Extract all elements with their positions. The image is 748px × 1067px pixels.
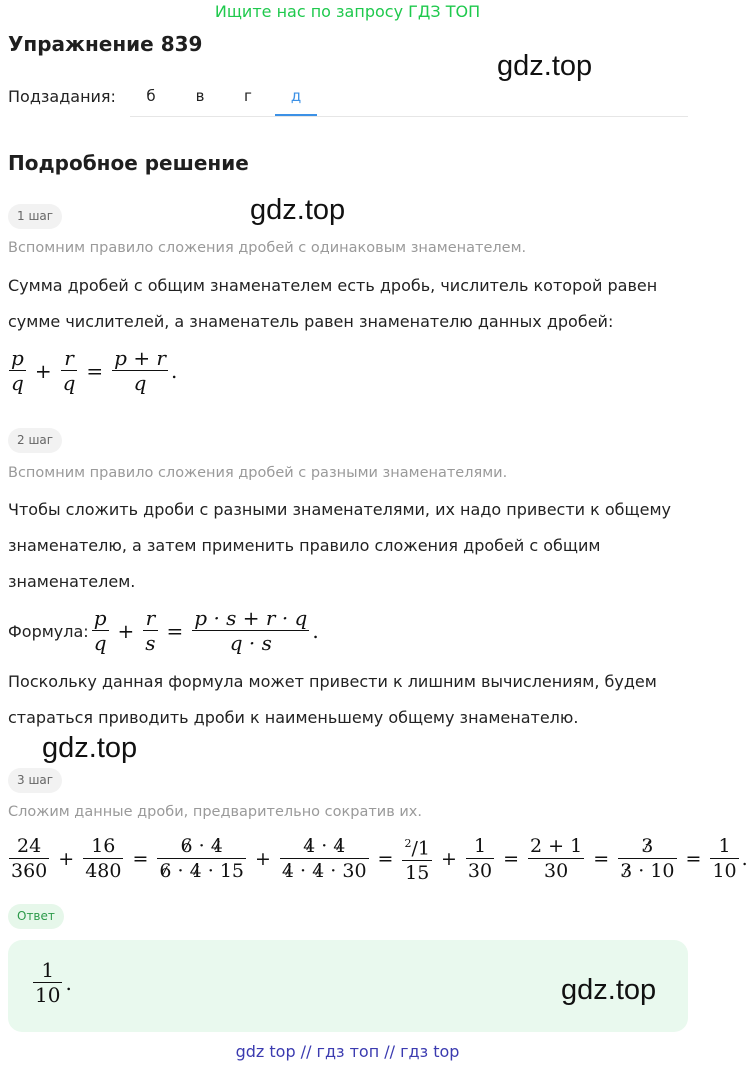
frac-den: q [133, 371, 147, 395]
frac-den: q [93, 631, 107, 655]
frac-num: p + r [114, 346, 166, 370]
frac-num: p · s + r · q [194, 606, 308, 630]
frac-den: 15 [405, 862, 430, 885]
frac-den: s [145, 631, 156, 655]
watermark: gdz.top [42, 732, 138, 764]
frac-num: p [11, 346, 24, 370]
top-banner[interactable]: Ищите нас по запросу ГДЗ ТОП [214, 2, 481, 21]
frac-den: 10 [712, 860, 737, 883]
step-1-hint: Вспомним правило сложения дробей с одинаковым знаменателем. [8, 240, 527, 256]
cancelled-factor: 6 [180, 835, 193, 858]
frac-den: 6 · 4 · 15 [159, 860, 244, 883]
frac-den: 30 [467, 860, 493, 883]
formula-label: Формула: [8, 622, 89, 641]
footer-links[interactable]: gdz top // гдз топ // гдз top [235, 1042, 460, 1061]
cancelled-factor: 4 [210, 835, 223, 858]
frac-num: 1 [33, 958, 62, 983]
tab-v[interactable]: в [195, 87, 205, 105]
step-2-formula: Формула: $\frac{p}{q}$ + $\frac{r}{s}$ = $\frac{p \cdot s + r \cdot q}{q \cdot s}$ . [8, 606, 319, 655]
step-1-formula: $\frac{p}{q}$ + $\frac{r}{q}$ = $\frac{p + r}{q}$ . [11, 346, 178, 395]
watermark: gdz.top [561, 974, 657, 1006]
frac-den: 360 [11, 860, 48, 883]
tab-d-active[interactable]: д [275, 80, 317, 116]
tab-g[interactable]: г [244, 87, 252, 105]
step-1-text-2: сумме числителей, а знаменатель равен знаменателю данных дробей: [8, 312, 614, 331]
frac-num: 1 [466, 834, 494, 859]
cancelled-factor: 4 [333, 835, 346, 858]
watermark: gdz.top [250, 194, 346, 226]
step-2-badge: 2 шаг [8, 428, 62, 453]
step-2-text-2: знаменателю, а затем применить правило сложения дробей с общим [8, 536, 601, 555]
frac-num: 6 · 4 [157, 834, 246, 859]
step-3-hint: Сложим данные дроби, предварительно сократив их. [8, 804, 422, 820]
cancelled-factor: 4 [189, 860, 202, 883]
cancelled-factor: 3 [620, 860, 633, 883]
frac-num: 1 [710, 834, 738, 859]
factor: 30 [342, 860, 367, 883]
frac-num: 24 [9, 834, 49, 859]
frac-den: 10 [35, 983, 61, 1007]
step-2-text-5: стараться приводить дроби к наименьшему общему знаменателю. [8, 708, 579, 727]
solution-heading: Подробное решение [8, 151, 249, 175]
cancelled-factor: 4 [281, 860, 295, 883]
frac-den: q [11, 371, 24, 395]
frac-num: 2 + 1 [530, 835, 583, 858]
cancelled-factor: 4 [303, 835, 316, 858]
subtasks-label: Подзадания: [8, 87, 116, 106]
answer-box [8, 940, 688, 1032]
numerator: 1 [417, 837, 430, 860]
watermark: gdz.top [497, 50, 593, 82]
step-2-text-4: Поскольку данная формула может привести к лишним вычислениям, будем [8, 672, 657, 691]
tab-b[interactable]: б [146, 87, 156, 105]
page-title: Упражнение 839 [8, 32, 203, 56]
frac-num: 4 · 4 [280, 834, 369, 859]
frac-num: $^2$/1 [402, 832, 432, 861]
frac-num: 16 [83, 834, 123, 859]
frac-den: 3 · 10 [620, 860, 675, 883]
frac-num: r [143, 606, 157, 631]
step-3-badge: 3 шаг [8, 768, 62, 793]
frac-num: r [61, 346, 78, 371]
step-1-text-1: Сумма дробей с общим знаменателем есть дробь, числитель которой равен [8, 276, 658, 295]
factor: 10 [650, 860, 675, 883]
answer-fraction: $\frac{1}{10}$ . [35, 958, 72, 1007]
factor: 15 [219, 860, 244, 883]
multiplier: 2 [404, 837, 412, 850]
step-2-text-1: Чтобы сложить дроби с разными знаменателями, их надо привести к общему [8, 500, 671, 519]
answer-badge: Ответ [8, 904, 64, 929]
frac-den: q [62, 371, 76, 395]
cancelled-factor: 4 [312, 860, 325, 883]
cancelled-factor: 6 [159, 860, 172, 883]
cancelled-factor: 3 [641, 835, 654, 858]
frac-den: 4 · 4 · 30 [281, 860, 367, 883]
subtasks-tabs [130, 80, 688, 117]
step-3-calculation: $\frac{24}{360}$ + $\frac{16}{480}$ = $\frac{6 \cdot 4}{6 \cdot 4 \cdot 15}$ + $\frac{4 \cdot 4}{4 \cdot 4 \cdot 30}$ = $\frac{^2/1}{15}$ + $\frac{1}{30}$ = $\frac{2 + 1}{30}$ = $\frac{3}{3 \cdot 10}$ = $\frac{1}{10}$ . [6, 832, 748, 885]
step-2-hint: Вспомним правило сложения дробей с разными знаменателями. [8, 465, 508, 481]
step-2-text-3: знаменателем. [8, 572, 136, 591]
frac-den: 30 [544, 860, 569, 883]
frac-num: p [93, 606, 107, 630]
frac-den: q · s [229, 631, 272, 655]
step-1-badge: 1 шаг [8, 204, 62, 229]
frac-den: 480 [85, 860, 122, 883]
frac-num [618, 834, 676, 859]
